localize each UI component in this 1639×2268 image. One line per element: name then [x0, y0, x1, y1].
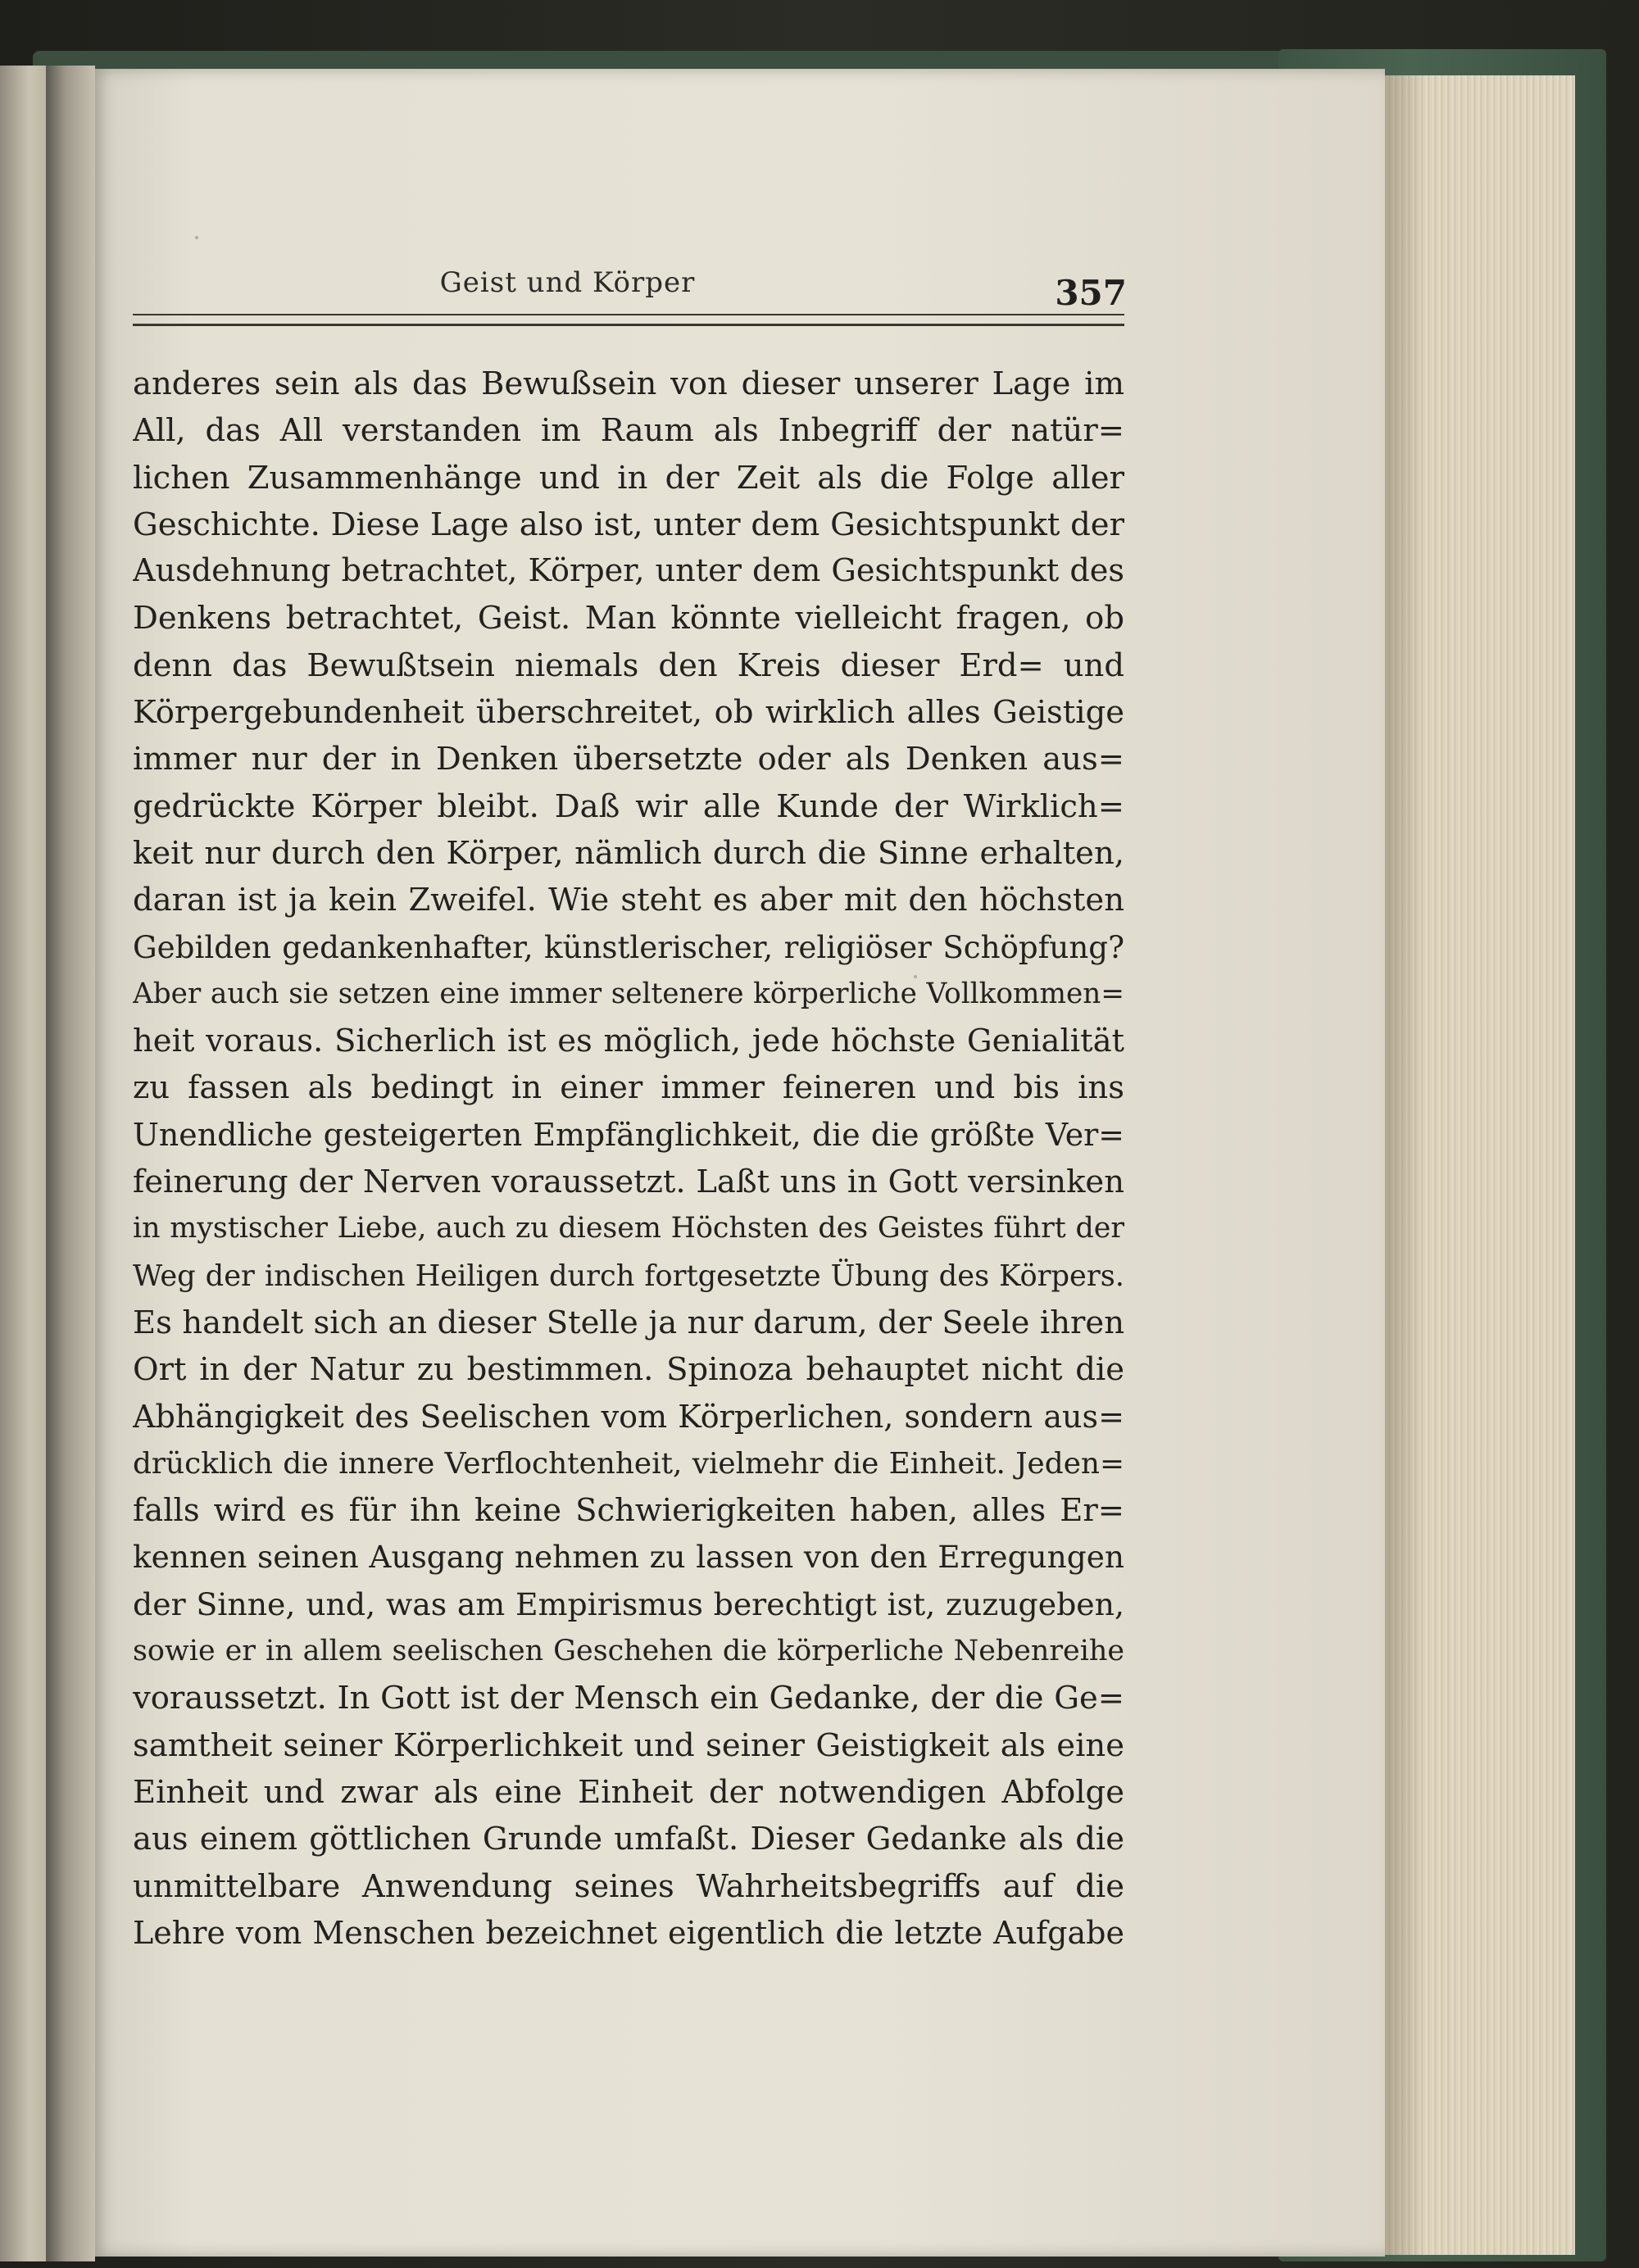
text-line: Weg der indischen Heiligen durch fortgesetzte Übung des Körpers. — [133, 1259, 1124, 1293]
text-line: voraussetzt. In Gott ist der Mensch ein Gedanke, der die Ge= — [133, 1680, 1124, 1717]
page-gutter — [46, 66, 95, 2261]
body-text — [133, 361, 1124, 1957]
text-line: Abhängigkeit des Seelischen vom Körperlichen, sondern aus= — [133, 1398, 1124, 1435]
text-line: Körpergebundenheit überschreitet, ob wirklich alles Geistige — [133, 694, 1124, 732]
text-line: keit nur durch den Körper, nämlich durch die Sinne erhalten, — [133, 834, 1124, 872]
text-line: Geschichte. Diese Lage also ist, unter dem Gesichtspunkt der — [133, 506, 1124, 543]
text-line: heit voraus. Sicherlich ist es möglich, jede höchste Genialität — [133, 1023, 1124, 1060]
text-line: zu fassen als bedingt in einer immer feineren und bis ins — [133, 1069, 1124, 1107]
text-line: Es handelt sich an dieser Stelle ja nur darum, der Seele ihren — [133, 1304, 1124, 1341]
left-facing-page — [0, 66, 49, 2261]
page-number: 357 — [1055, 273, 1127, 313]
text-line: Denkens betrachtet, Geist. Man könnte vielleicht fragen, ob — [133, 600, 1124, 637]
text-line: drücklich die innere Verflochtenheit, vielmehr die Einheit. Jeden= — [133, 1446, 1124, 1481]
text-line: samtheit seiner Körperlichkeit und seiner Geistigkeit als eine — [133, 1726, 1124, 1764]
text-line: anderes sein als das Bewußsein von dieser unserer Lage im — [133, 365, 1124, 402]
text-line: unmittelbare Anwendung seines Wahrheitsbegriffs auf die — [133, 1867, 1124, 1905]
running-head — [131, 266, 1127, 315]
text-line: Einheit und zwar als eine Einheit der notwendigen Abfolge — [133, 1773, 1124, 1811]
text-line: Unendliche gesteigerten Empfänglichkeit, die die größte Ver= — [133, 1116, 1124, 1153]
text-line: Ort in der Natur zu bestimmen. Spinoza behauptet nicht die — [133, 1351, 1124, 1389]
text-line: Ausdehnung betrachtet, Körper, unter dem Gesichtspunkt des — [133, 553, 1124, 590]
text-line: Gebilden gedankenhafter, künstlerischer, religiöser Schöpfung? — [133, 928, 1124, 965]
text-line: Lehre vom Menschen bezeichnet eigentlich die letzte Aufgabe — [133, 1914, 1124, 1951]
text-line: kennen seinen Ausgang nehmen zu lassen von den Erregungen — [133, 1539, 1124, 1576]
paper-speck — [195, 236, 198, 239]
text-line: sowie er in allem seelischen Geschehen die körperliche Nebenreihe — [133, 1635, 1124, 1668]
text-line: in mystischer Liebe, auch zu diesem Höchsten des Geistes führt der — [133, 1212, 1124, 1245]
running-head-rule-bottom — [133, 324, 1124, 326]
running-head-rule — [133, 314, 1124, 315]
text-line: All, das All verstanden im Raum als Inbegriff der natür= — [133, 412, 1124, 450]
text-line: aus einem göttlichen Grunde umfaßt. Dieser Gedanke als die — [133, 1821, 1124, 1858]
running-head-title: Geist und Körper — [439, 266, 696, 299]
text-line: der Sinne, und, was am Empirismus berechtigt ist, zuzugeben, — [133, 1585, 1124, 1622]
text-line: feinerung der Nerven voraussetzt. Laßt uns in Gott versinken — [133, 1163, 1124, 1201]
text-line: falls wird es für ihn keine Schwierigkeiten haben, alles Er= — [133, 1492, 1124, 1530]
text-line: daran ist ja kein Zweifel. Wie steht es aber mit den höchsten — [133, 882, 1124, 919]
text-line: gedrückte Körper bleibt. Daß wir alle Kunde der Wirklich= — [133, 787, 1124, 825]
text-line: lichen Zusammenhänge und in der Zeit als die Folge aller — [133, 459, 1124, 497]
text-line: Aber auch sie setzen eine immer seltenere körperliche Vollkommen= — [133, 977, 1124, 1010]
text-line: immer nur der in Denken übersetzte oder als Denken aus= — [133, 741, 1124, 778]
text-line: denn das Bewußtsein niemals den Kreis dieser Erd= und — [133, 646, 1124, 684]
